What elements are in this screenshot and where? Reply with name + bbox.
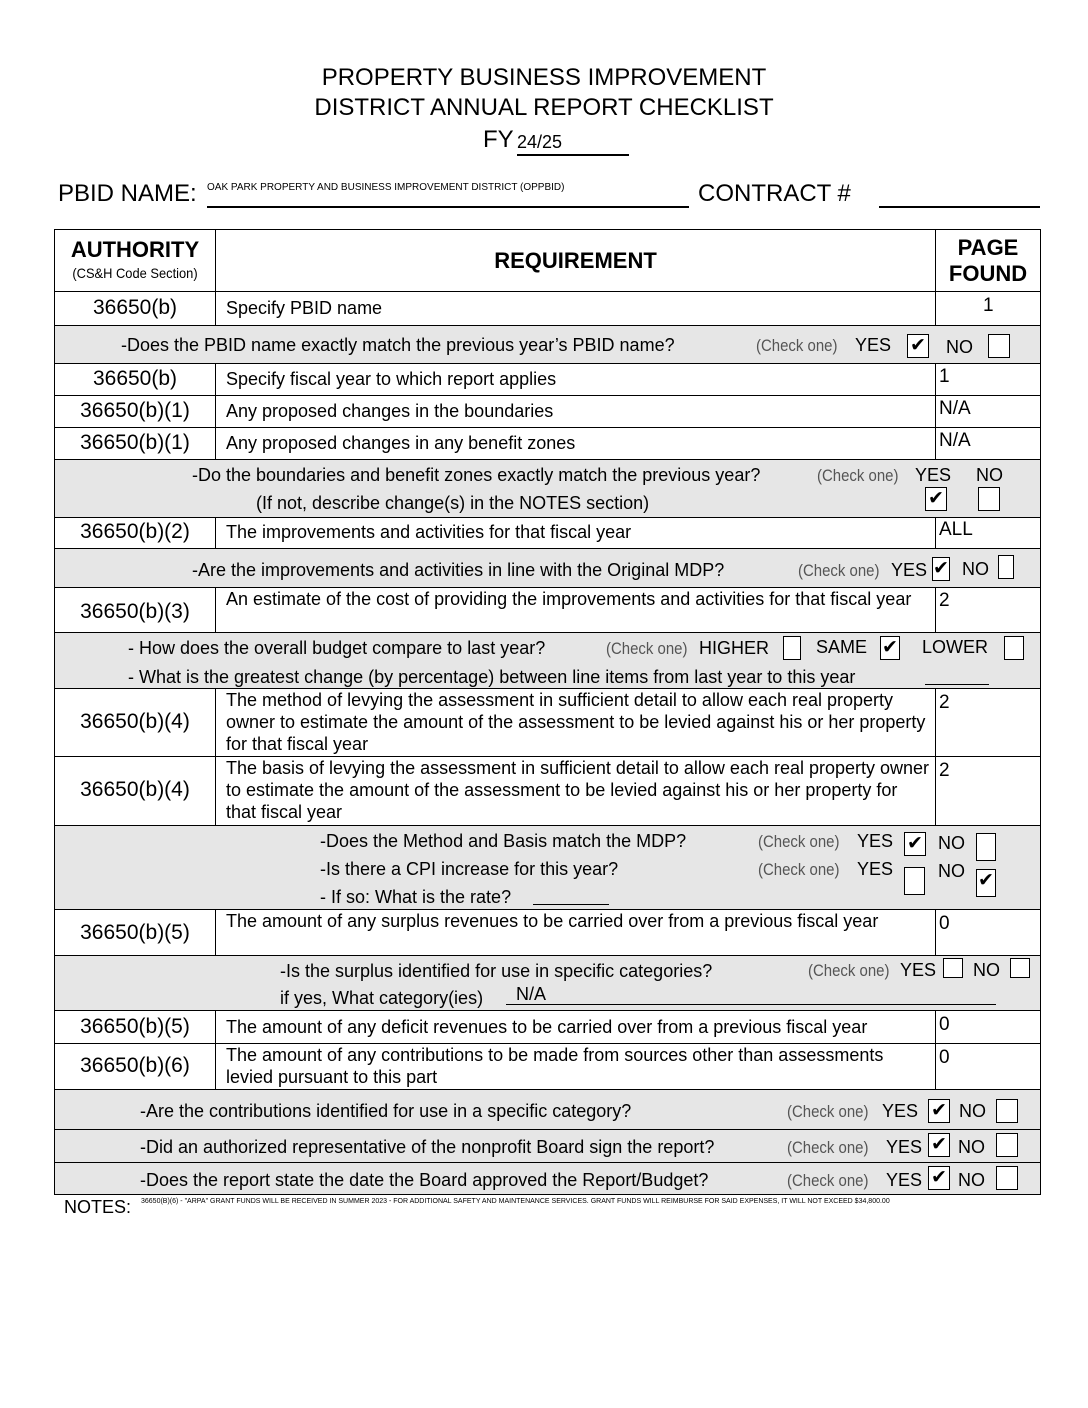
check-mark-icon: ✔ [931, 1100, 947, 1121]
percentage-change-field[interactable] [925, 684, 989, 685]
yes-label: YES [855, 335, 892, 355]
authority-cell: 36650(b) [92, 296, 178, 319]
yes-label: YES [886, 1137, 923, 1157]
check-mark-icon: ✔ [910, 335, 926, 356]
check-one-label: (Check one) [787, 1138, 869, 1157]
check-mark-icon: ✔ [931, 1167, 947, 1188]
question-text: - How does the overall budget compare to last year? [128, 638, 546, 658]
page-found-cell[interactable]: N/A [939, 398, 971, 419]
yes-checkbox[interactable] [928, 1133, 950, 1157]
category-underline [506, 1004, 996, 1005]
yes-checkbox[interactable] [932, 557, 950, 581]
requirement-cell: Specify fiscal year to which report applies [226, 369, 557, 389]
authority-cell: 36650(b)(2) [80, 520, 190, 543]
cpi-rate-field[interactable] [533, 904, 609, 905]
page-found-header-line2: FOUND [948, 261, 1028, 286]
no-checkbox[interactable] [996, 1166, 1018, 1190]
mdp-yes-checkbox[interactable] [904, 832, 926, 856]
check-one-label: (Check one) [787, 1171, 869, 1190]
title-line-2: DISTRICT ANNUAL REPORT CHECKLIST [314, 94, 774, 121]
page-found-cell[interactable]: 1 [983, 295, 994, 316]
page-found-cell[interactable]: 2 [939, 692, 950, 713]
check-one-label: (Check one) [798, 561, 880, 580]
no-label: NO [962, 559, 989, 579]
authority-cell: 36650(b)(5) [80, 1015, 190, 1038]
no-checkbox[interactable] [996, 1099, 1018, 1123]
requirement-cell: Specify PBID name [226, 298, 383, 318]
no-checkbox[interactable] [998, 555, 1014, 579]
authority-cell: 36650(b)(1) [80, 399, 190, 422]
no-label: NO [959, 1101, 986, 1121]
yes-checkbox[interactable] [925, 487, 947, 511]
no-label: NO [946, 337, 973, 357]
authority-cell: 36650(b)(3) [80, 600, 190, 623]
question-subtext: (If not, describe change(s) in the NOTES section) [256, 493, 650, 513]
page-found-cell[interactable]: 1 [939, 366, 950, 387]
authority-cell: 36650(b)(5) [80, 921, 190, 944]
pbid-name-label: PBID NAME: [58, 180, 197, 207]
check-one-label: (Check one) [817, 466, 899, 485]
check-mark-icon: ✔ [978, 870, 994, 891]
page-found-cell[interactable]: ALL [939, 519, 973, 540]
cpi-yes-checkbox[interactable] [904, 867, 925, 895]
check-mark-icon: ✔ [907, 833, 923, 854]
contract-label: CONTRACT # [698, 180, 851, 207]
yes-label: YES [882, 1101, 919, 1121]
fy-underline [517, 154, 629, 156]
no-label: NO [938, 833, 965, 853]
question-text: -Are the contributions identified for use in a specific category? [140, 1101, 632, 1121]
higher-label: HIGHER [699, 638, 770, 658]
no-checkbox[interactable] [978, 487, 1000, 511]
no-checkbox[interactable] [988, 334, 1010, 358]
authority-cell: 36650(b)(6) [80, 1054, 190, 1077]
no-label: NO [958, 1170, 985, 1190]
mdp-no-checkbox[interactable] [976, 833, 996, 861]
no-label: NO [973, 960, 1000, 980]
no-label: NO [938, 861, 965, 881]
question-text: - If so: What is the rate? [320, 887, 512, 907]
yes-checkbox[interactable] [943, 958, 963, 978]
no-label: NO [958, 1137, 985, 1157]
requirement-header: REQUIREMENT [494, 248, 657, 273]
yes-checkbox[interactable] [928, 1166, 950, 1190]
authority-cell: 36650(b)(1) [80, 431, 190, 454]
yes-label: YES [886, 1170, 923, 1190]
authority-cell: 36650(b)(4) [80, 710, 190, 733]
question-text: -Does the Method and Basis match the MDP? [320, 831, 687, 851]
requirement-cell: The basis of levying the assessment in sufficient detail to allow each real property owner to estimate the amount of the assessment to be levied against his or her property for that fiscal year [226, 758, 930, 822]
check-mark-icon: ✔ [933, 558, 949, 579]
notes-text[interactable]: 36650(B)(6) - "ARPA" GRANT FUNDS WILL BE RECEIVED IN SUMMER 2023 - FOR ADDITIONAL SAFETY AND MAINTENANCE SERVICES. GRANT FUNDS WILL REIMBURSE FOR SAID EXPENSES, IT WILL NOT EXCEED $34,800.00 [141, 1198, 890, 1205]
requirement-cell: Any proposed changes in the boundaries [226, 401, 554, 421]
no-label: NO [976, 465, 1003, 485]
category-value[interactable]: N/A [516, 984, 547, 1004]
requirement-cell: The method of levying the assessment in sufficient detail to allow each real property owner to estimate the amount of the assessment to be levied against his or her property for that fiscal year [226, 690, 926, 754]
page-found-cell[interactable]: 2 [939, 760, 950, 781]
question-subtext: if yes, What category(ies) [280, 988, 484, 1008]
yes-label: YES [857, 831, 894, 851]
check-one-label: (Check one) [756, 336, 838, 355]
same-checkbox[interactable] [880, 636, 900, 660]
check-one-label: (Check one) [606, 639, 688, 658]
authority-subheader: (CS&H Code Section) [72, 265, 198, 281]
lower-label: LOWER [922, 637, 989, 657]
title-line-1: PROPERTY BUSINESS IMPROVEMENT [321, 64, 767, 91]
yes-checkbox[interactable] [928, 1099, 950, 1123]
page-found-header-line1: PAGE [957, 235, 1019, 260]
yes-label: YES [891, 560, 928, 580]
requirement-cell: The improvements and activities for that fiscal year [226, 522, 632, 542]
yes-label: YES [857, 859, 894, 879]
question-text: -Are the improvements and activities in line with the Original MDP? [192, 560, 725, 580]
check-mark-icon: ✔ [928, 488, 944, 509]
question-text: -Is there a CPI increase for this year? [320, 859, 619, 879]
requirement-cell: An estimate of the cost of providing the improvements and activities for that fiscal year [226, 589, 912, 609]
page-found-cell[interactable]: 2 [939, 590, 950, 611]
check-one-label: (Check one) [758, 860, 840, 879]
requirement-cell: The amount of any deficit revenues to be carried over from a previous fiscal year [226, 1017, 868, 1037]
contract-underline [879, 206, 1040, 208]
check-mark-icon: ✔ [931, 1134, 947, 1155]
cpi-no-checkbox[interactable] [976, 869, 996, 897]
authority-cell: 36650(b)(4) [80, 778, 190, 801]
page-found-cell[interactable]: 0 [939, 1047, 950, 1068]
notes-label: NOTES: [64, 1197, 132, 1217]
page-found-cell[interactable]: 0 [939, 1014, 950, 1035]
question-text: -Do the boundaries and benefit zones exactly match the previous year? [192, 465, 761, 485]
requirement-cell: Any proposed changes in any benefit zones [226, 433, 576, 453]
no-checkbox[interactable] [996, 1133, 1018, 1157]
question-text: -Is the surplus identified for use in specific categories? [280, 961, 713, 981]
yes-checkbox[interactable] [907, 334, 929, 358]
check-one-label: (Check one) [787, 1102, 869, 1121]
page-found-cell[interactable]: 0 [939, 913, 950, 934]
requirement-cell: The amount of any surplus revenues to be carried over from a previous fiscal year [226, 911, 879, 931]
fy-label: FY [483, 126, 514, 153]
pbid-name-value[interactable]: OAK PARK PROPERTY AND BUSINESS IMPROVEMENT DISTRICT (OPPBID) [207, 182, 565, 193]
higher-checkbox[interactable] [783, 636, 801, 660]
fy-value[interactable]: 24/25 [517, 132, 563, 152]
no-checkbox[interactable] [1010, 958, 1030, 978]
requirement-cell: The amount of any contributions to be made from sources other than assessments levied pursuant to this part [226, 1045, 884, 1087]
question-subtext: - What is the greatest change (by percentage) between line items from last year to this year [128, 667, 856, 687]
question-text: -Does the PBID name exactly match the previous year’s PBID name? [121, 335, 675, 355]
same-label: SAME [816, 637, 868, 657]
question-text: -Did an authorized representative of the nonprofit Board sign the report? [140, 1137, 715, 1157]
yes-label: YES [915, 465, 952, 485]
check-mark-icon: ✔ [882, 637, 898, 658]
authority-header: AUTHORITY [70, 237, 200, 262]
check-one-label: (Check one) [758, 832, 840, 851]
authority-cell: 36650(b) [92, 367, 178, 390]
question-text: -Does the report state the date the Board approved the Report/Budget? [140, 1170, 709, 1190]
pbid-name-underline [207, 206, 689, 208]
check-one-label: (Check one) [808, 961, 890, 980]
page-found-cell[interactable]: N/A [939, 430, 971, 451]
yes-label: YES [900, 960, 937, 980]
lower-checkbox[interactable] [1004, 636, 1024, 660]
